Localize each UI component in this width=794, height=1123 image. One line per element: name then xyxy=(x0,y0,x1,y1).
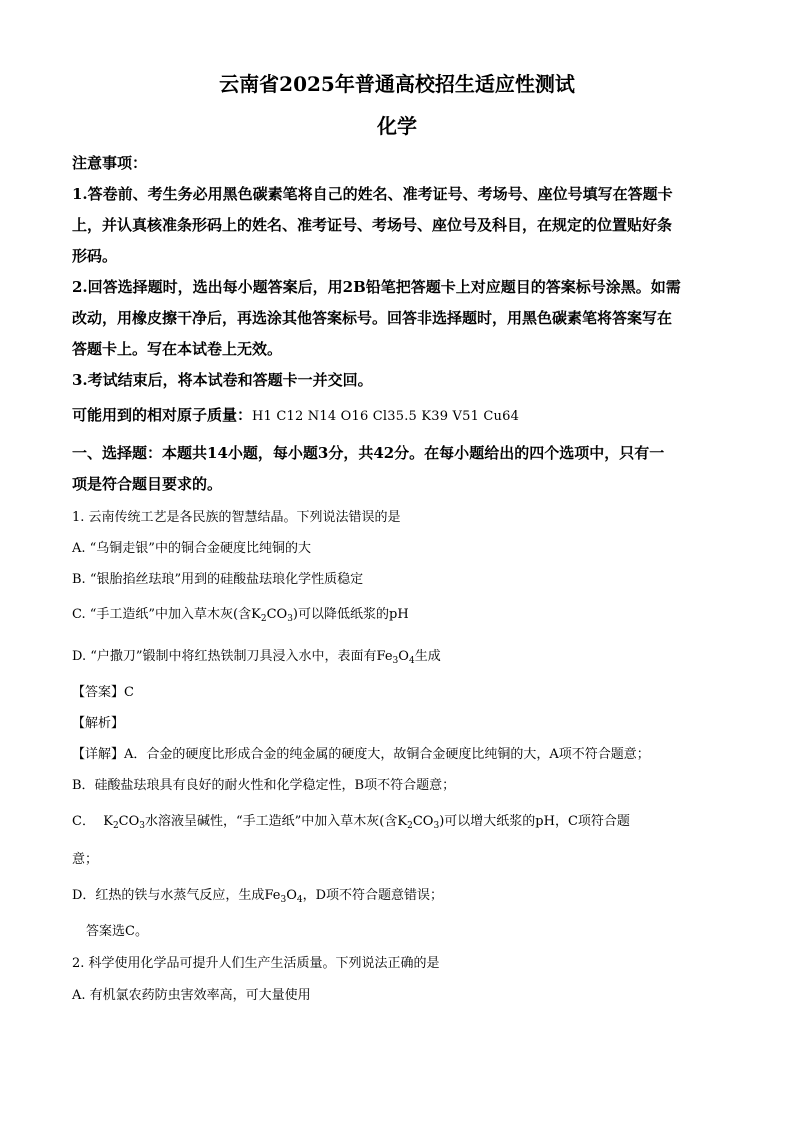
formula-fe3o4: $Fe_3O_4$ xyxy=(264,888,303,905)
formula-ph: pH xyxy=(389,607,409,622)
section-1-line-1: 一、选择题：本题共14小题，每小题3分，共42分。在每小题给出的四个选项中，只有一 xyxy=(72,444,665,462)
q2-option-a: A. 有机氯农药防虫害效率高，可大量使用 xyxy=(72,988,311,1003)
q1-final-answer: 答案选C。 xyxy=(86,924,148,939)
notice-heading: 注意事项： xyxy=(72,154,148,172)
notice-2-line-3: 答题卡上。写在本试卷上无效。 xyxy=(72,340,283,358)
formula-fe3o4: $Fe_3O_4$ xyxy=(376,649,415,666)
q1-detail-a: 【详解】A．合金的硬度比形成合金的纯金属的硬度大，故铜合金硬度比纯铜的大，A项不符合题意； xyxy=(72,747,650,762)
q1-option-b: B. “银胎掐丝珐琅”用到的硅酸盐珐琅化学性质稳定 xyxy=(72,572,364,587)
q1-detail-d: D．红热的铁与水蒸气反应，生成$Fe_3O_4$，D项不符合题意错误； xyxy=(72,888,444,905)
formula-k2co3: $K_2CO_3$ xyxy=(251,607,293,624)
notice-3: 3.考试结束后，将本试卷和答题卡一并交回。 xyxy=(72,371,373,389)
atomic-masses-values: H1 C12 N14 O16 Cl35.5 K39 V51 Cu64 xyxy=(252,409,520,424)
q1-option-c: C. “手工造纸”中加入草木灰(含$K_2CO_3$)可以降低纸浆的pH xyxy=(72,607,409,624)
q1-answer: 【答案】C xyxy=(72,685,134,700)
section-1-line-2: 项是符合题目要求的。 xyxy=(72,475,223,493)
atomic-masses xyxy=(72,404,519,425)
q1-analysis-label: 【解析】 xyxy=(72,716,125,731)
formula-k2co3: $K_2CO_3$ xyxy=(103,814,146,831)
q1-detail-c: C． $K_2CO_3$水溶液呈碱性，“手工造纸”中加入草木灰(含$K_2CO_3$)可以增大纸浆的pH，C项符合题 xyxy=(72,814,630,831)
notice-2-line-2: 改动，用橡皮擦干净后，再选涂其他答案标号。回答非选择题时，用黑色碳素笔将答案写在 xyxy=(72,309,673,327)
formula-ph: pH xyxy=(535,814,555,829)
atomic-masses-label: 可能用到的相对原子质量： xyxy=(72,406,253,424)
exam-title: 云南省2025年普通高校招生适应性测试 xyxy=(219,72,575,96)
q1-option-d: D. “户撒刀”锻制中将红热铁制刀具浸入水中，表面有$Fe_3O_4$生成 xyxy=(72,649,441,666)
q1-detail-c-line-2: 意； xyxy=(72,852,99,867)
notice-1-line-3: 形码。 xyxy=(72,247,118,265)
q2-stem: 2. 科学使用化学品可提升人们生产生活质量。下列说法正确的是 xyxy=(72,956,440,971)
notice-2-line-1: 2.回答选择题时，选出每小题答案后，用2B铅笔把答题卡上对应题目的答案标号涂黑。如需 xyxy=(72,278,681,296)
notice-1-line-2: 上，并认真核准条形码上的姓名、准考证号、考场号、座位号及科目，在规定的位置贴好条 xyxy=(72,216,673,234)
formula-k2co3: $K_2CO_3$ xyxy=(397,814,440,831)
q1-detail-b: B．硅酸盐珐琅具有良好的耐火性和化学稳定性，B项不符合题意； xyxy=(72,778,456,793)
q1-option-a: A. “乌铜走银”中的铜合金硬度比纯铜的大 xyxy=(72,541,311,556)
q1-stem: 1. 云南传统工艺是各民族的智慧结晶。下列说法错误的是 xyxy=(72,510,401,525)
subject-title: 化学 xyxy=(377,114,417,138)
notice-1-line-1: 1.答卷前、考生务必用黑色碳素笔将自己的姓名、准考证号、考场号、座位号填写在答题卡 xyxy=(72,185,673,203)
